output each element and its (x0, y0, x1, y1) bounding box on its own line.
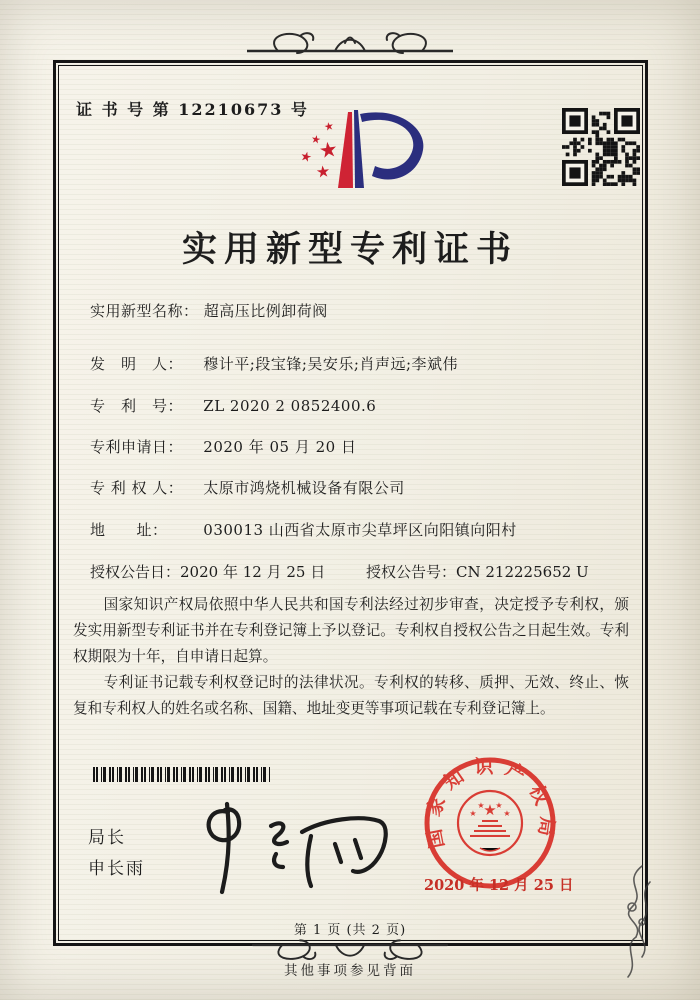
logo-star-icon: ★ (314, 161, 332, 182)
field-inventors (90, 353, 458, 374)
field-address (90, 519, 517, 540)
certificate-number: 证 书 号 第 12210673 号 (76, 100, 309, 119)
top-ornament-icon (247, 28, 453, 63)
field-value: 2020 年 05 月 20 日 (203, 438, 357, 456)
commissioner-signature (183, 801, 401, 898)
commissioner-name: 申长雨 (88, 859, 145, 879)
seal-emblem-star-icon: ★ (469, 809, 477, 818)
grant-date (90, 561, 325, 582)
barcode (93, 767, 270, 782)
field-label: 实用新型名称： (90, 302, 199, 320)
field-value: 超高压比例卸荷阀 (203, 302, 328, 320)
certificate-title: 实用新型专利证书 (181, 229, 518, 270)
grant-date-label: 授权公告日： (90, 563, 181, 581)
grant-number (366, 561, 589, 582)
legal-paragraph-1: 国家知识产权局依照中华人民共和国专利法经过初步审查，决定授予专利权，颁发实用新型专利证书并在专利登记簿上予以登记。专利权自授权公告之日起生效。专利权期限为十年，自申请日起算。 (73, 596, 629, 665)
cnipa-logo (286, 100, 431, 203)
grant-number-label: 授权公告号： (366, 563, 457, 581)
field-value: 030013 山西省太原市尖草坪区向阳镇向阳村 (203, 521, 517, 539)
grant-row (0, 561, 700, 583)
official-seal (420, 753, 574, 894)
field-label: 地 址： (90, 521, 168, 539)
seal-emblem-star-icon: ★ (495, 801, 503, 810)
field-value: 穆计平;段宝锋;吴安乐;肖声远;李斌伟 (203, 355, 458, 373)
field-label: 专 利 权 人： (90, 479, 184, 497)
seal-emblem-gate-icon: ★ (503, 809, 511, 818)
grant-date-value: 2020 年 12 月 25 日 (180, 563, 326, 581)
field-utility-model-name (90, 300, 328, 321)
logo-star-icon: ★ (322, 119, 336, 134)
field-label: 专利申请日： (90, 438, 184, 456)
seal-emblem-star-icon: ★ (483, 801, 497, 819)
grant-number-value: CN 212225652 U (456, 563, 589, 581)
seal-ring-text: 国家知识产权局 (421, 755, 559, 851)
logo-star-icon: ★ (298, 148, 314, 167)
legal-text (73, 592, 629, 722)
legal-paragraph-2: 专利证书记载专利权登记时的法律状况。专利权的转移、质押、无效、终止、恢复和专利权人的姓名或名称、国籍、地址变更等事项记载在专利登记簿上。 (73, 674, 629, 717)
logo-star-icon: ★ (309, 132, 322, 147)
seal-date: 2020 年 12 月 25 日 (424, 877, 574, 894)
field-label: 专 利 号： (90, 397, 184, 415)
field-value: 太原市鸿烧机械设备有限公司 (203, 479, 405, 497)
field-application-date (90, 436, 356, 457)
seal-emblem-star-icon: ★ (477, 801, 485, 810)
back-note: 其他事项参见背面 (284, 963, 416, 979)
qr-code (562, 108, 640, 186)
seal-emblem-gate-icon (470, 821, 510, 851)
field-label: 发 明 人： (90, 355, 184, 373)
commissioner-title: 局长 (88, 828, 126, 848)
logo-star-icon: ★ (317, 136, 340, 164)
field-patent-number (90, 395, 376, 416)
field-value: ZL 2020 2 0852400.6 (203, 397, 377, 415)
field-patentee (90, 477, 405, 498)
page-number: 第 1 页 (共 2 页) (293, 923, 407, 938)
